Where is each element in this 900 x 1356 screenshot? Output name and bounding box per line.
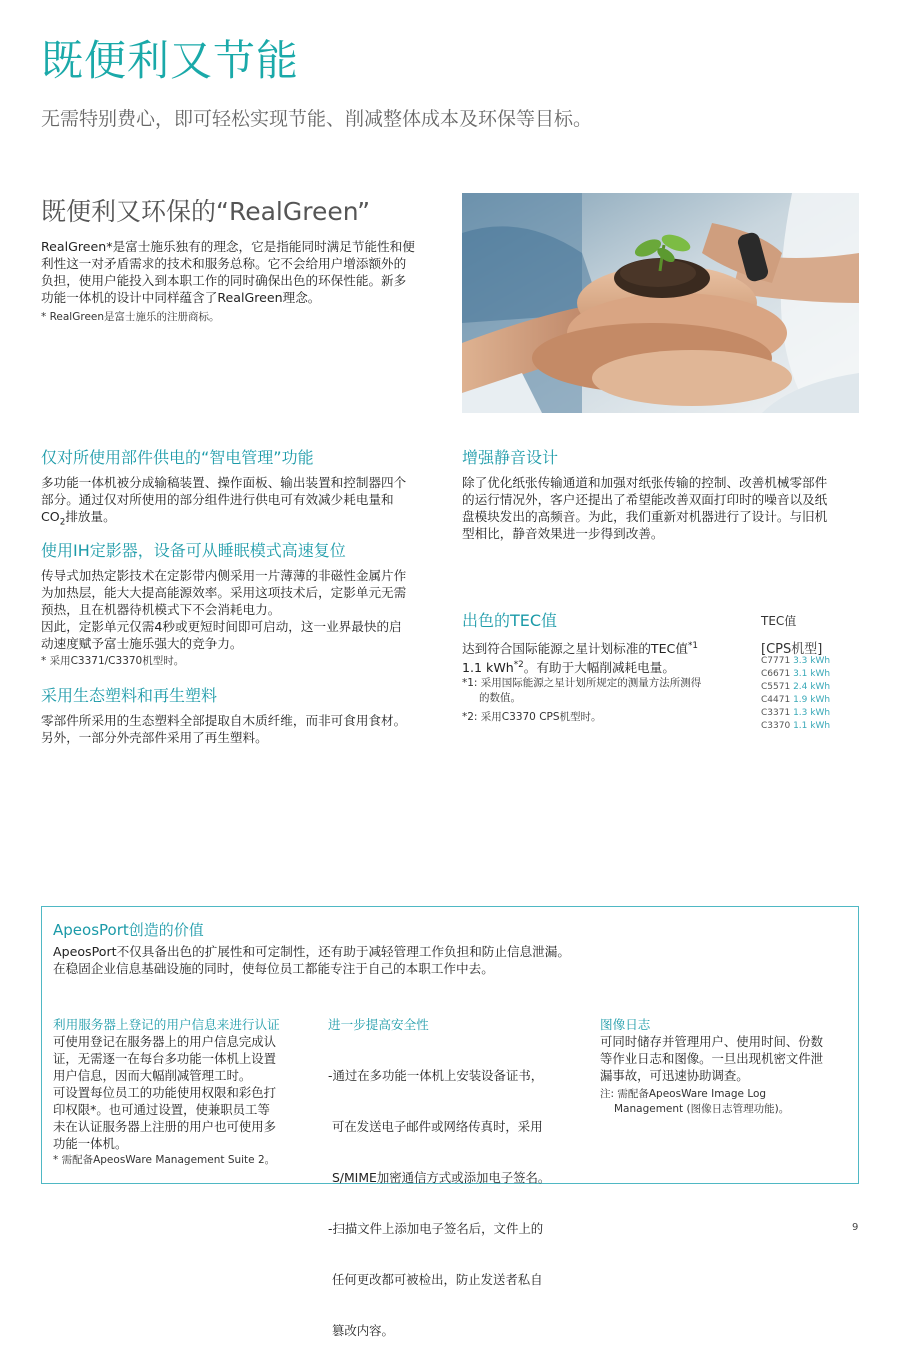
silent-line: 盘模块发出的高频音。为此，我们重新对机器进行了设计。与旧机 bbox=[462, 509, 828, 524]
tec-model: C3371 bbox=[761, 708, 791, 718]
smart-power-heading: 仅对所使用部件供电的“智电管理”功能 bbox=[41, 448, 314, 467]
tec-table bbox=[761, 655, 830, 733]
apeosport-lead-line: 在稳固企业信息基础设施的同时，使每位员工都能专注于自己的本职工作中去。 bbox=[53, 961, 494, 976]
tec-model: C5571 bbox=[761, 682, 791, 692]
tec-note-1-line: 的数值。 bbox=[479, 692, 521, 704]
page-subtitle: 无需特别费心，即可轻松实现节能、削减整体成本及环保等目标。 bbox=[41, 108, 593, 130]
auth-line: 印权限*。也可通过设置，使兼职员工等 bbox=[53, 1102, 270, 1117]
security-heading: 进一步提高安全性 bbox=[328, 1017, 429, 1032]
apeosport-lead bbox=[53, 943, 570, 977]
ih-line: 动速度赋予富士施乐强大的竞争力。 bbox=[41, 636, 243, 651]
tec-note-1 bbox=[462, 676, 752, 706]
tec-table-label: TEC值 bbox=[761, 614, 797, 628]
realgreen-line: 功能一体机的设计中同样蕴含了RealGreen理念。 bbox=[41, 290, 321, 305]
eco-plastic-line: 另外，一部分外壳部件采用了再生塑料。 bbox=[41, 730, 268, 745]
auth-note: * 需配备ApeosWare Management Suite 2。 bbox=[53, 1154, 276, 1166]
ih-heading: 使用IH定影器，设备可从睡眠模式高速复位 bbox=[41, 541, 346, 560]
tec-row bbox=[761, 668, 830, 681]
tec-row bbox=[761, 681, 830, 694]
image-log-note-line: Management (图像日志管理功能)。 bbox=[614, 1103, 790, 1115]
security-line: 篡改内容。 bbox=[328, 1323, 394, 1338]
tec-value: 1.1 kWh bbox=[793, 721, 831, 731]
silent-line: 型相比，静音效果进一步得到改善。 bbox=[462, 526, 664, 541]
auth-line: 证，无需逐一在每台多功能一体机上设置 bbox=[53, 1051, 277, 1066]
security-line: -通过在多功能一体机上安装设备证书， bbox=[328, 1068, 544, 1083]
eco-plastic-heading: 采用生态塑料和再生塑料 bbox=[41, 686, 218, 705]
realgreen-text bbox=[41, 238, 441, 306]
tec-line-1 bbox=[462, 638, 752, 657]
ih-line: 传导式加热定影技术在定影带内侧采用一片薄薄的非磁性金属片作 bbox=[41, 568, 407, 583]
tec-text bbox=[462, 638, 752, 676]
realgreen-line: 负担，使用户能投入到本职工作的同时确保出色的环保性能。新多 bbox=[41, 273, 407, 288]
tec-heading: 出色的TEC值 bbox=[462, 611, 558, 630]
tec-model: C6671 bbox=[761, 669, 791, 679]
smart-power-line: 部分。通过仅对所使用的部分组件进行供电可有效减少耗电量和 bbox=[41, 492, 394, 507]
silent-line: 除了优化纸张传输通道和加强对纸张传输的控制、改善机械零部件 bbox=[462, 475, 828, 490]
co2-subscript: 2 bbox=[59, 517, 66, 528]
page-title: 既便利又节能 bbox=[41, 36, 300, 85]
image-log-line: 漏事故，可迅速协助调查。 bbox=[600, 1068, 749, 1083]
auth-heading: 利用服务器上登记的用户信息来进行认证 bbox=[53, 1017, 280, 1032]
apeosport-lead-line: ApeosPort不仅具备出色的扩展性和可定制性，还有助于减轻管理工作负担和防止信息泄漏。 bbox=[53, 944, 570, 959]
tec-note-1-line: *1: 采用国际能源之星计划所规定的测量方法所测得 bbox=[462, 677, 702, 689]
auth-line: 用户信息，因而大幅削减管理工时。 bbox=[53, 1068, 252, 1083]
apeosport-title: ApeosPort创造的价值 bbox=[53, 921, 204, 939]
image-log-heading: 图像日志 bbox=[600, 1017, 651, 1032]
smart-power-line bbox=[41, 508, 451, 532]
tec-line-2-text: 。有助于大幅削减耗电量。 bbox=[523, 660, 675, 676]
page-number: 9 bbox=[852, 1222, 859, 1233]
tec-model: C4471 bbox=[761, 695, 791, 705]
tec-model: C7771 bbox=[761, 656, 791, 666]
security-line: 可在发送电子邮件或网络传真时，采用 bbox=[328, 1119, 543, 1134]
eco-plastic-text bbox=[41, 712, 451, 746]
tec-row bbox=[761, 707, 830, 720]
image-log-line: 等作业日志和图像。一旦出现机密文件泄 bbox=[600, 1051, 824, 1066]
tec-value: 1.3 kWh bbox=[793, 708, 831, 718]
auth-text bbox=[53, 1033, 308, 1152]
eco-plastic-line: 零部件所采用的生态塑料全部提取自木质纤维，而非可食用食材。 bbox=[41, 713, 407, 728]
auth-line: 未在认证服务器上注册的用户也可使用多 bbox=[53, 1119, 277, 1134]
realgreen-title: 既便利又环保的“RealGreen” bbox=[41, 197, 371, 226]
smart-power-text bbox=[41, 474, 451, 532]
security-line: 任何更改都可被检出，防止发送者私自 bbox=[328, 1272, 543, 1287]
tec-value-text: 1.1 kWh bbox=[462, 660, 514, 676]
image-log-line: 可同时储存并管理用户、使用时间、份数 bbox=[600, 1034, 824, 1049]
tec-value: 2.4 kWh bbox=[793, 682, 831, 692]
image-log-note bbox=[600, 1087, 789, 1117]
ih-note: * 采用C3371/C3370机型时。 bbox=[41, 655, 185, 667]
cps-model-header: [CPS机型] bbox=[761, 642, 823, 657]
tec-footnote-ref-2: *2 bbox=[513, 660, 524, 671]
image-log-note-line: 注: 需配备ApeosWare Image Log bbox=[600, 1088, 767, 1100]
tec-row bbox=[761, 694, 830, 707]
tec-value: 3.3 kWh bbox=[793, 656, 831, 666]
tec-row bbox=[761, 655, 830, 668]
ih-line: 因此，定影单元仅需4秒或更短时间即可启动，这一业界最快的启 bbox=[41, 619, 402, 634]
realgreen-line: RealGreen*是富士施乐独有的理念，它是指能同时满足节能性和便 bbox=[41, 239, 415, 254]
smart-power-line: 多功能一体机被分成输稿装置、操作面板、输出装置和控制器四个 bbox=[41, 475, 407, 490]
ih-text bbox=[41, 567, 451, 652]
silent-text bbox=[462, 474, 862, 542]
ih-line: 预热，且在机器待机模式下不会消耗电力。 bbox=[41, 602, 281, 617]
tec-value: 3.1 kWh bbox=[793, 669, 831, 679]
image-log-text bbox=[600, 1033, 855, 1084]
co2-suffix: 排放量。 bbox=[65, 509, 116, 524]
tec-value: 1.9 kWh bbox=[793, 695, 831, 705]
silent-line: 的运行情况外，客户还提出了希望能改善双面打印时的噪音以及纸 bbox=[462, 492, 828, 507]
co2-text: CO bbox=[41, 509, 60, 524]
silent-heading: 增强静音设计 bbox=[462, 448, 559, 467]
auth-line: 功能一体机。 bbox=[53, 1136, 128, 1151]
auth-line: 可设置每位员工的功能使用权限和彩色打 bbox=[53, 1085, 277, 1100]
ih-line: 为加热层，能大大提高能源效率。采用这项技术后，定影单元无需 bbox=[41, 585, 407, 600]
security-text bbox=[328, 1033, 583, 1356]
hands-seedling-photo bbox=[462, 193, 859, 413]
tec-line-1-text: 达到符合国际能源之星计划标准的TEC值 bbox=[462, 641, 688, 657]
tec-model: C3370 bbox=[761, 721, 791, 731]
security-line: S/MIME加密通信方式或添加电子签名。 bbox=[328, 1170, 551, 1185]
tec-line-2 bbox=[462, 657, 752, 676]
tec-row bbox=[761, 720, 830, 733]
security-line: -扫描文件上添加电子签名后，文件上的 bbox=[328, 1221, 544, 1236]
realgreen-note: * RealGreen是富士施乐的注册商标。 bbox=[41, 311, 220, 323]
realgreen-line: 利性这一对矛盾需求的技术和服务总称。它不会给用户增添额外的 bbox=[41, 256, 407, 271]
tec-note-2: *2: 采用C3370 CPS机型时。 bbox=[462, 711, 602, 723]
auth-line: 可使用登记在服务器上的用户信息完成认 bbox=[53, 1034, 277, 1049]
tec-footnote-ref-1: *1 bbox=[687, 641, 698, 651]
